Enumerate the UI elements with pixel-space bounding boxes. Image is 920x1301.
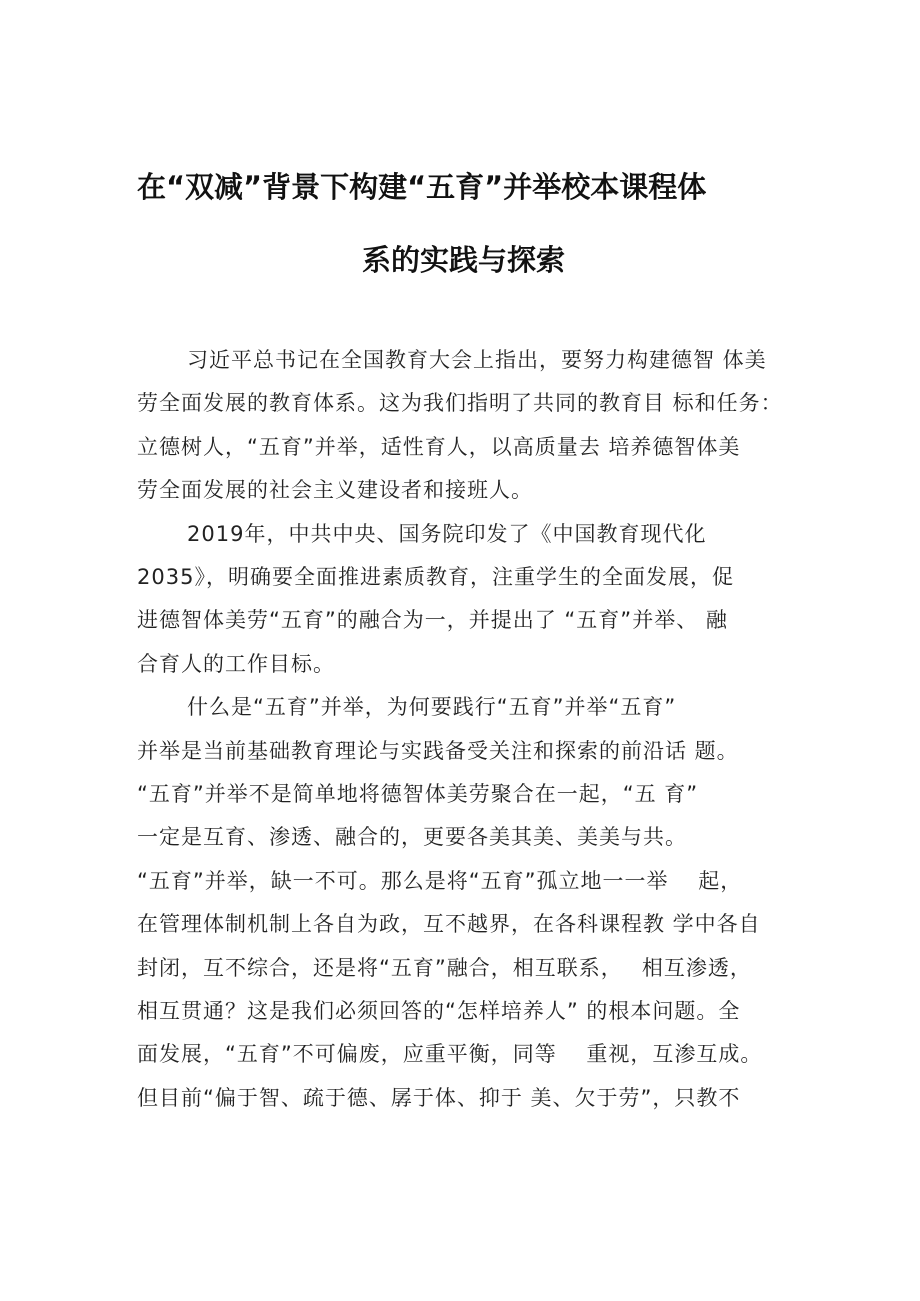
paragraph-3-line-1: 什么是“五育”并举，为何要践行“五育”并举“五育” xyxy=(187,695,677,719)
paragraph-3-line-8: 相互贯通？这是我们必须回答的“怎样培养人” 的根本问题。全 xyxy=(137,999,741,1023)
document-title-line-2: 系的实践与探索 xyxy=(362,243,566,277)
paragraph-3-line-9: 面发展，“五育”不可偏废，应重平衡，同等 重视，互渗互成。 xyxy=(137,1042,763,1066)
paragraph-3-line-6: 在管理体制机制上各自为政，互不越界，在各科课程教 学中各自 xyxy=(137,912,761,936)
paragraph-1-line-1: 习近平总书记在全国教育大会上指出，要努力构建德智 体美 xyxy=(187,348,767,372)
paragraph-2-line-2: 2035》，明确要全面推进素质教育，注重学生的全面发展，促 xyxy=(137,565,734,589)
paragraph-3-line-3: “五育”并举不是简单地将德智体美劳聚合在一起，“五 育” xyxy=(137,782,699,806)
paragraph-2-line-1: 2019年，中共中央、国务院印发了《中国教育现代化 xyxy=(187,522,707,546)
paragraph-2-line-3: 进德智体美劳“五育”的融合为一，并提出了 “五育”并举、 融 xyxy=(137,608,728,632)
paragraph-3-line-7: 封闭，互不综合，还是将“五育”融合，相互联系， 相互渗透， xyxy=(137,956,752,980)
paragraph-3-line-5: “五育”并举，缺一不可。那么是将“五育”孤立地一一举 起， xyxy=(137,869,743,893)
paragraph-2-line-4: 合育人的工作目标。 xyxy=(137,652,335,676)
document-title-line-1: 在“双减”背景下构建“五育”并举校本课程体 xyxy=(137,170,707,204)
paragraph-1-line-4: 劳全面发展的社会主义建设者和接班人。 xyxy=(137,478,533,502)
paragraph-3-line-2: 并举是当前基础教育理论与实践备受关注和探索的前沿话 题。 xyxy=(137,739,739,763)
paragraph-3-line-4: 一定是互育、渗透、融合的，更要各美其美、美美与共。 xyxy=(137,825,687,849)
paragraph-1-line-3: 立德树人，“五育”并举，适性育人，以高质量去 培养德智体美 xyxy=(137,435,741,459)
paragraph-1-line-2: 劳全面发展的教育体系。这为我们指明了共同的教育目 标和任务： xyxy=(137,391,783,415)
paragraph-3-line-10: 但目前“偏于智、疏于德、孱于体、抑于 美、欠于劳”，只教不 xyxy=(137,1086,741,1110)
